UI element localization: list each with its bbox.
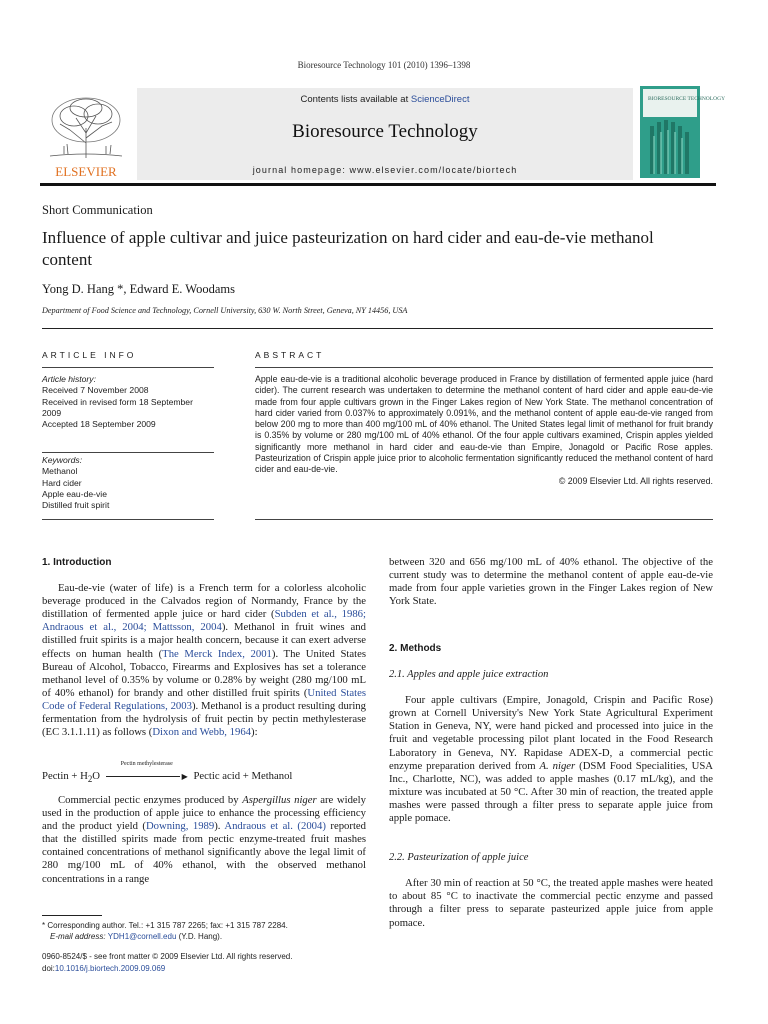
introduction-continuation [389, 556, 713, 608]
info-divider [42, 452, 214, 453]
subsection-heading: 2.2. Pasteurization of apple juice [389, 852, 529, 864]
introduction-section-cont [42, 794, 366, 886]
introduction-paragraph [42, 794, 366, 886]
header-divider [40, 183, 716, 186]
article-title: Influence of apple cultivar and juice pasteurization on hard cider and eau-de-vie methanol content [42, 228, 654, 269]
abstract-copyright: © 2009 Elsevier Ltd. All rights reserved. [558, 475, 713, 486]
species-name: A. niger [539, 759, 576, 772]
article-history [42, 374, 217, 430]
text-run: ): [251, 726, 258, 739]
arrow-head-icon: ▶ [181, 772, 188, 782]
equation-products: Pectic acid + Methanol [193, 770, 293, 782]
keyword: Hard cider [42, 477, 82, 488]
journal-name: Bioresource Technology [292, 121, 478, 142]
journal-cover-image [640, 86, 726, 178]
methods-paragraph: After 30 min of reaction at 50 °C, the treated apple mashes were heated to about 85 °C to inactivate the commercial pectic enzyme and passed through a filter press to separate pasteurized apple juice from apple pomace. [389, 877, 713, 929]
reference-link[interactable]: Subden et al., 1986; Andraous et al., 2004; Mattsson, 2004 [42, 608, 366, 634]
sciencedirect-link[interactable]: ScienceDirect [410, 94, 470, 105]
history-line: Accepted 18 September 2009 [42, 419, 156, 430]
abstract-heading: ABSTRACT [255, 350, 325, 360]
text-run: Four apple cultivars (Empire, Jonagold, Crispin and Pacific Rose) grown at Cornell University's New York State Agricultural Experiment Station in Geneva, NY, were hand picked and processed into juice in the fruit and vegetable processing pilot plant located in the Food Research Laboratory in Geneva, NY. Rapidase ADEX-D, a commercial pectic enzyme preparation derived from [389, 694, 713, 772]
history-line: Received in revised form 18 September [42, 396, 193, 407]
keyword: Apple eau-de-vie [42, 488, 107, 499]
text-run: ). The United States Bureau of Alcohol, Tobacco, Firearms and Explosives has set a tolerance methanol level of 0.35% by volume or 0.28% by weight (280 mg/100 mL of 40% ethanol) for brandy and other distilled fruit spirits ( [42, 647, 366, 699]
methods-section [389, 642, 713, 930]
journal-citation: Bioresource Technology 101 (2010) 1396–1398 [297, 60, 471, 70]
article-authors: Yong D. Hang *, Edward E. Woodams [42, 282, 235, 296]
equation-reactants: O [92, 770, 100, 782]
abstract-divider [255, 519, 713, 520]
doi-link[interactable]: 10.1016/j.biortech.2009.09.069 [54, 964, 166, 973]
reference-link[interactable]: Andraous et al. (2004) [224, 820, 326, 833]
abstract-body [255, 374, 713, 487]
subsection-heading: 2.1. Apples and apple juice extraction [389, 669, 549, 681]
introduction-paragraph [42, 582, 366, 739]
reaction-arrow [106, 761, 188, 782]
corresponding-author: * Corresponding author. Tel.: +1 315 787 2265; fax: +1 315 787 2284. [42, 921, 288, 930]
article-type: Short Communication [42, 203, 153, 217]
introduction-heading: 1. Introduction [42, 557, 112, 568]
elsevier-logo [40, 88, 132, 180]
elsevier-wordmark: ELSEVIER [55, 164, 117, 179]
history-label: Article history: [42, 374, 96, 384]
reaction-equation [42, 761, 366, 785]
contents-availability [137, 94, 633, 105]
email-suffix: (Y.D. Hang). [176, 932, 223, 942]
text-run: ). Methanol is a product resulting during fermentation from the hydrolysis of fruit pectin by pectin methylesterase (EC 3.1.1.11) as follows ( [42, 699, 366, 739]
cover-title: BIORESOURCE TECHNOLOGY [648, 96, 726, 102]
text-run: reported that the distilled spirits made from pectic enzyme-treated fruit mashes contained concentrations of methanol significantly above the legal limit of 280 mg/100 mL of 40% ethanol, with the observed methanol concentrations in a range [42, 820, 366, 885]
text-run: ). [214, 820, 225, 833]
corresponding-author-footnote [42, 920, 366, 943]
methods-paragraph [389, 694, 713, 825]
history-line: Received 7 November 2008 [42, 385, 149, 396]
email-line [42, 931, 366, 942]
methods-heading: 2. Methods [389, 643, 442, 654]
doi-label: doi: [42, 964, 55, 973]
title-divider [42, 328, 713, 329]
text-run: are widely used in the production of apple juice to enhance the processing efficiency and the product yield ( [42, 794, 366, 833]
info-divider [42, 519, 214, 520]
contents-prefix: Contents lists available at [300, 94, 411, 105]
text-run: ). Methanol in fruit wines and distilled fruit spirits is a major health concern, because it can exert adverse effects on human health ( [42, 621, 366, 660]
author-affiliation: Department of Food Science and Technology, Cornell University, 630 W. North Street, Geneva, NY 14456, USA [42, 306, 408, 315]
info-divider [42, 367, 214, 368]
keywords [42, 455, 217, 511]
abstract-text: Apple eau-de-vie is a traditional alcoholic beverage produced in France by distillation of fermented apple juice (hard cider). The current research was undertaken to determine the methanol content of hard cider and apple eau-de-vie made from four apple cultivars grown in the Finger Lakes region of New York State. The methanol concentration of hard cider varied from 0.037% to approximately 0.091%, and the methanol content of apple eau-de-vie ranged from below 200 mg to more than 400 mg/100 mL of 40% ethanol. The United States legal limit of methanol for fruit brandy is 0.35% by volume or 280 mg/100 mL of 40% ethanol. Of the four apple cultivars examined, Crispin apples yielded significantly more methanol in hard cider and eau-de-vie than Empire, Jonagold or Pacific Rose apples. Pasteurization of Crispin apple juice prior to alcoholic fermentation significantly reduced the methanol content of hard cider and eau-de-vie. [255, 374, 713, 475]
history-line: 2009 [42, 407, 62, 418]
abstract-divider [255, 367, 713, 368]
text-run: (DSM Food Specialities, USA Inc., Charlotte, NC), was added to apple mashes (0.17 mL/kg), and the mixture was incubated at 50 °C. After 30 min of reaction, the treated apple mashes were passed through a filter press to separate apple juice from apple pomace. [389, 759, 713, 825]
text-run: Eau-de-vie (water of life) is a French term for a colorless alcoholic beverage produced in the Calvados region of Normandy, France by the distillation of fermented apple juice or hard cider ( [42, 582, 366, 621]
keyword: Distilled fruit spirit [42, 500, 110, 511]
email-label: E-mail address: [50, 932, 108, 942]
introduction-paragraph: between 320 and 656 mg/100 mL of 40% ethanol. The objective of the current study was to determine the methanol content of apple eau-de-vie made from four apple varieties grown in the Finger Lakes region of New York State. [389, 556, 713, 608]
reference-link[interactable]: United States Code of Federal Regulations, 2003 [42, 686, 366, 712]
email-link[interactable]: YDH1@cornell.edu [107, 932, 177, 942]
keyword: Methanol [42, 466, 78, 477]
footnote-divider [42, 915, 102, 916]
doi-line [42, 964, 165, 973]
reference-link[interactable]: The Merck Index, 2001 [162, 647, 272, 660]
equation-reactants: Pectin + H [42, 770, 88, 782]
issn-line: 0960-8524/$ - see front matter © 2009 Elsevier Ltd. All rights reserved. [42, 952, 293, 961]
equation-subscript: 2 [87, 774, 93, 785]
species-name: Aspergillus niger [242, 794, 317, 806]
article-info-heading: ARTICLE INFO [42, 350, 137, 360]
journal-homepage-link[interactable]: journal homepage: www.elsevier.com/locate/biortech [252, 165, 518, 175]
enzyme-label: Pectin methylesterase [120, 761, 173, 767]
reference-link[interactable]: Downing, 1989 [145, 820, 215, 833]
elsevier-tree-icon [40, 88, 132, 180]
introduction-section [42, 556, 366, 739]
keywords-label: Keywords: [42, 455, 83, 465]
reference-link[interactable]: Dixon and Webb, 1964 [152, 726, 252, 739]
text-run: Commercial pectic enzymes produced by [58, 794, 243, 806]
